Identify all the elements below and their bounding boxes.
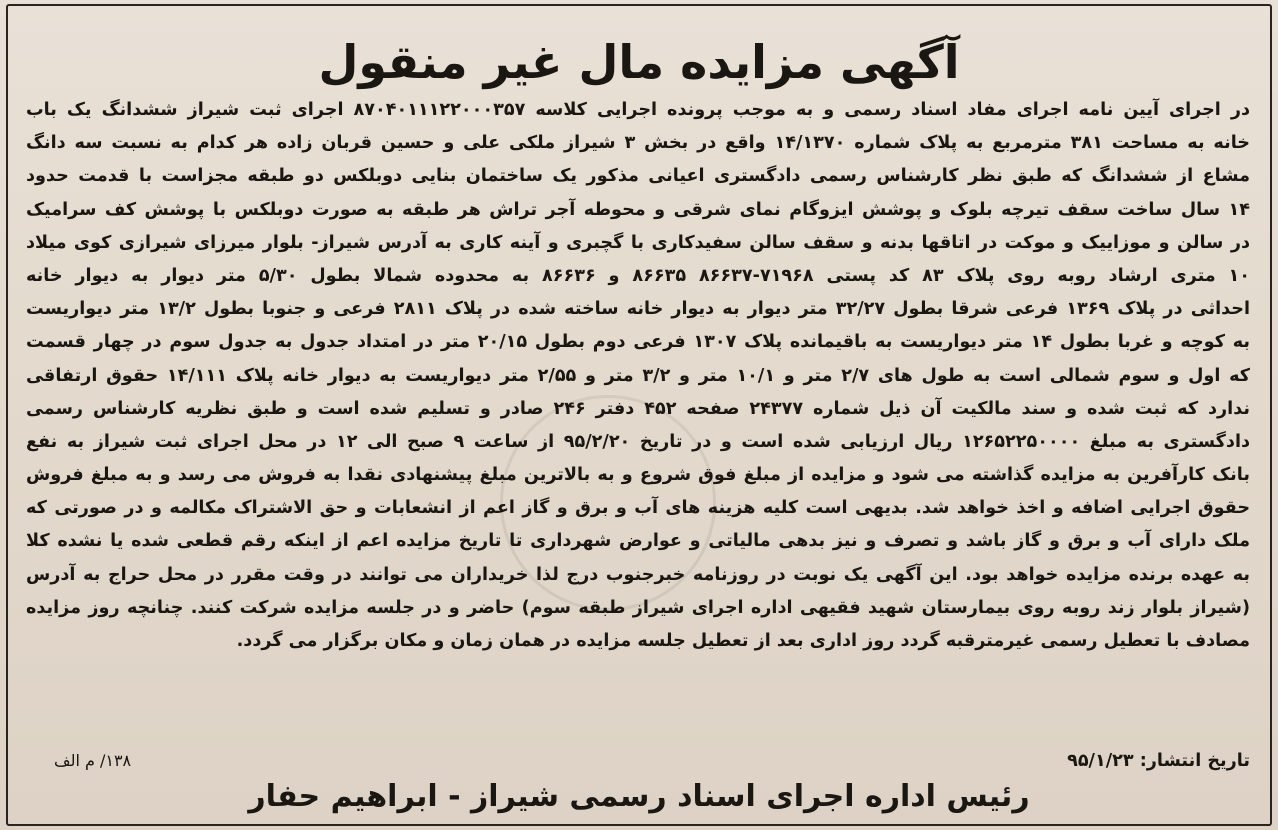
reference-code: ۱۳۸/ م الف: [54, 751, 132, 770]
notice-signature: رئیس اداره اجرای اسناد رسمی شیراز - ابراهیم حفار: [248, 779, 1030, 814]
notice-line: ۱۴ سال ساخت سقف تیرچه بلوک و پوشش ایزوگام نمای شرقی و محوطه آجر تراش هر طبقه به صورت دوبلکس با پوشش کف سرامیک: [26, 199, 1250, 220]
publication-date: تاریخ انتشار: ۹۵/۱/۲۳: [1067, 751, 1250, 771]
notice-line: دادگستری به مبلغ ۱۲۶۵۲۲۵۰۰۰۰ ریال ارزیابی شده است و در تاریخ ۹۵/۲/۲۰ از ساعت ۹ صبح الی ۱۲ در محل اجرای ثبت شیراز به نفع: [26, 431, 1250, 452]
notice-line: خانه به مساحت ۳۸۱ مترمربع به پلاک شماره ۱۴/۱۳۷۰ واقع در بخش ۳ شیراز ملکی علی و حسین قربان زاده هر کدام به نسبت سه دانگ: [26, 133, 1250, 154]
notice-line: مصادف با تعطیل رسمی غیرمترقبه گردد روز اداری بعد از تعطیل جلسه مزایده در همان زمان و مکان برگزار می گردد.: [236, 631, 1250, 651]
notice-line: در سالن و موزاییک و موکت در اتاقها بدنه و سقف سالن سفیدکاری با گچبری و آینه کاری به آدرس شیراز- بلوار میرزای شیرازی کوی میلاد: [26, 232, 1250, 253]
notice-body: [26, 94, 1250, 658]
notice-line: در اجرای آیین نامه اجرای مفاد اسناد رسمی و به موجب پرونده اجرایی کلاسه ۸۷۰۴۰۱۱۱۲۲۰۰۰۳۵۷ اجرای ثبت شیراز ششدانگ یک باب: [26, 100, 1250, 120]
notice-line: به عهده برنده مزایده خواهد بود. این آگهی یک نوبت در روزنامه خبرجنوب درج لذا خریداران می توانند در وقت مقرر در محل حراج به آدرس: [26, 564, 1250, 585]
notice-line: ندارد که ثبت شده و سند مالکیت آن ذیل شماره ۲۴۳۷۷ صفحه ۴۵۲ دفتر ۲۴۶ صادر و تسلیم شده است و طبق نظریه کارشناس رسمی: [26, 398, 1250, 419]
notice-line: احداثی در پلاک ۱۳۶۹ فرعی شرقا بطول ۳۲/۲۷ متر دیوار به دیوار خانه ساخته شده در پلاک ۲۸۱۱ فرعی و جنوبا بطول ۱۳/۲ متر دیواریست: [26, 299, 1250, 320]
notice-line: که اول و سوم شمالی است به طول های ۲/۷ متر و ۱۰/۱ متر و ۳/۲ متر و ۲/۵۵ متر دیواریست به دیوار خانه پلاک ۱۴/۱۱۱ حقوق ارتفاقی: [26, 365, 1250, 386]
notice-line: حقوق اجرایی اضافه و اخذ خواهد شد. بدیهی است کلیه هزینه های آب و برق و گاز اعم از انشعابات و حق الاشتراک مکالمه و در صورتی که: [26, 498, 1250, 519]
notice-line: ۱۰ متری ارشاد روبه روی پلاک ۸۳ کد پستی ۷۱۹۶۸-۸۶۶۳۷ ۸۶۶۳۵ و ۸۶۶۳۶ به محدوده شمالا بطول ۵/۳۰ متر دیوار به دیوار خانه: [26, 265, 1250, 286]
notice-line: مشاع از ششدانگ که طبق نظر کارشناس رسمی دادگستری اعیانی مذکور یک ساختمان بنایی دوبلکس دو طبقه مجزاست با قدمت حدود: [26, 166, 1250, 187]
notice-line: ملک دارای آب و برق و گاز باشد و تصرف و نیز بدهی مالیاتی و عوارض شهرداری تا تاریخ مزایده اعم از اینکه رقم قطعی شده یا نشده کلا: [26, 531, 1250, 552]
notice-title: آگهی مزایده مال غیر منقول: [318, 35, 960, 89]
notice-line: به کوچه و غربا بطول ۱۴ متر دیواریست به باقیمانده پلاک ۱۳۰۷ فرعی دوم بطول ۲۰/۱۵ متر در امتداد جدول به جدول سوم در چهار قسمت: [26, 332, 1250, 353]
notice-line: (شیراز بلوار زند روبه روی بیمارستان شهید فقیهی اداره اجرای شیراز طبقه سوم) حاضر و در جلسه مزایده شرکت کنند. چنانچه روز مزایده: [26, 597, 1250, 618]
notice-line: بانک کارآفرین به مزایده گذاشته می شود و مزایده از مبلغ فوق شروع و به بالاترین مبلغ پیشنهادی نقدا به فروش می رسد و به مبلغ فروش: [26, 465, 1250, 486]
